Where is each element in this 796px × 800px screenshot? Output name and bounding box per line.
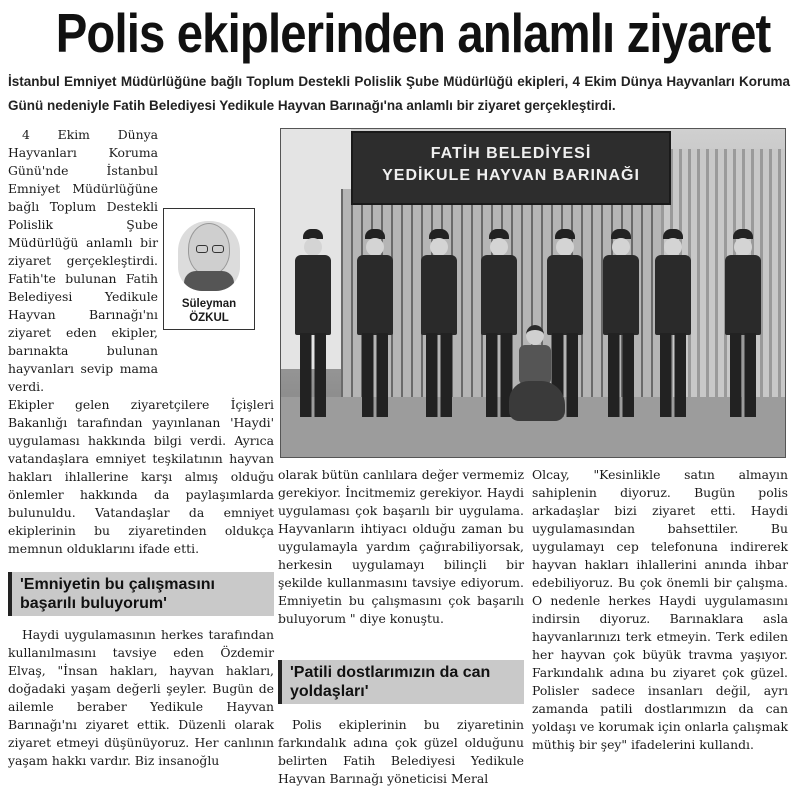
officer (721, 229, 765, 419)
officer (353, 229, 397, 419)
subheading: 'Patili dostlarımızın da can yoldaşları' (278, 660, 524, 704)
subheading: 'Emniyetin bu çalışmasını başarılı buluyorum' (8, 572, 274, 616)
column-2-lower (278, 716, 524, 788)
officer (651, 229, 695, 419)
sign-line: YEDİKULE HAYVAN BARINAĞI (382, 167, 640, 184)
officer (417, 229, 461, 419)
paragraph: Ekipler gelen ziyaretçilere İçişleri Bakanlığı tarafından yayınlanan 'Haydi' uygulaması hakkında bilgi verdi. Ayrıca vatandaşlara emniyet teşkilatının hayvan hakları ihlallerine karşı almış olduğu önlemler hakkında da paylaşımlarda bulunuldu. Vatandaşlar da emniyet ekiplerinin bu ziyaretinden oldukça memnun olduklarını ifade etti. (8, 397, 274, 556)
paragraph: Haydi uygulamasının herkes tarafından kullanılmasını tavsiye eden Özdemir Elvaş, "İnsan hakları, hayvan hakları, doğadaki yaşam değerli şeyler. Bugün de ailemle beraber Yedikule Hayvan Barınağı'nı ziyaret ettik. Düzenli olarak ziyaret etmeyi düşünüyoruz. Her canlının yaşam hakkı vardır. Biz insanoğlu (8, 627, 274, 768)
paragraph: Polis ekiplerinin bu ziyaretinin farkındalık adına çok güzel olduğunu belirten Fatih Belediyesi Yedikule Hayvan Barınağı yöneticisi Meral (278, 717, 524, 786)
news-photo (280, 128, 786, 458)
dog (509, 381, 565, 421)
author-first-name: Süleyman (181, 298, 237, 310)
column-2 (278, 466, 524, 628)
officer (291, 229, 335, 419)
column-1 (8, 126, 274, 558)
author-last-name: ÖZKUL (189, 312, 229, 324)
author-name (164, 297, 254, 325)
headline: Polis ekiplerinden anlamlı ziyaret (55, 2, 771, 64)
paragraph: Olcay, "Kesinlikle satın almayın sahiplenin diyoruz. Bugün polis arkadaşlar bizi ziyaret etti. Haydi uygulamasından bahsettiler. Bu uygulamayı cep telefonuna indirerek hayvan hakları ihlallerini anında ihbar edebiliyoruz. Bu çok önemli bir çalışma. O nedenle herkes Haydi uygulamasını indirsin diyoruz. Barınaklara asla hayvanlarınızı terk etmeyin. Terk edilen her hayvan çok büyük travma yaşıyor. Farkındalık adına bu ziyaret çok güzel. Polisler sadece insanları değil, ayrı zamanda patili dostlarımızın da can yoldaşı ve korumak için onlarla çalışmak müthiş bir şey" ifadelerini kullandı. (532, 467, 788, 752)
shelter-sign (351, 131, 671, 205)
paragraph: olarak bütün canlılara değer vermemiz gerekiyor. İncitmemiz gerekiyor. Haydi uygulaması çok başarılı bir uygulama. Hayvanların ihtiyacı olduğu zaman bu uygulamayla yardım çağırabiliyorsak, herkesin uygulamayı bilinçli bir şekilde kullanmasını tavsiye ediyorum. Emniyetin bu çalışmasını çok başarılı buluyorum " diye konuştu. (278, 467, 524, 626)
column-3 (532, 466, 788, 754)
officer (599, 229, 643, 419)
column-1-lower (8, 626, 274, 770)
deck: İstanbul Emniyet Müdürlüğüne bağlı Toplum Destekli Polislik Şube Müdürlüğü ekipleri, 4 Ekim Dünya Hayvanları Koruma Günü nedeniyle Fatih Belediyesi Yedikule Hayvan Barınağı'na anlamlı bir ziyaret gerçekleştirdi. (8, 74, 790, 113)
paragraph: 4 Ekim Dünya Hayvanları Koruma Günü'nde İstanbul Emniyet Müdürlüğüne bağlı Toplum Destekli Polislik Şube Müdürlüğü anlamlı bir ziyaret gerçekleştirdi. Fatih'te bulunan Fatih Belediyesi Yedikule Hayvan Barınağı'nı ziyaret eden ekipler, barınakta bulunan hayvanları sevip mama verdi. (8, 127, 158, 394)
author-portrait (163, 208, 255, 330)
sign-line: FATİH BELEDİYESİ (430, 145, 592, 162)
author-photo (178, 221, 240, 291)
